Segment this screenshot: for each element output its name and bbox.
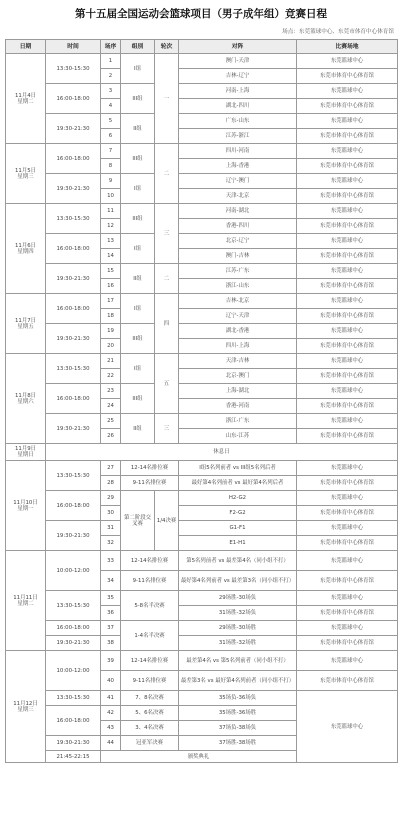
page-title: 第十五届全国运动会篮球项目（男子成年组）竞赛日程 — [75, 8, 327, 20]
group-cell: I组 — [121, 354, 155, 384]
venue: 东莞篮球中心 — [297, 591, 398, 606]
match-no: 28 — [101, 476, 121, 491]
match-no: 20 — [101, 339, 121, 354]
venue: 东莞篮球中心 — [297, 621, 398, 636]
venue: 东莞市体育中心体育馆 — [297, 636, 398, 651]
group-cell: I组 — [121, 294, 155, 324]
matchup: I组5名列前者 vs III组5名列后者 — [179, 461, 297, 476]
venue: 东莞篮球中心 — [297, 651, 398, 671]
matchup: 29场胜-30场负 — [179, 591, 297, 606]
group-cell: 9-11名排位赛 — [121, 571, 179, 591]
time-cell: 13:30-15:30 — [46, 54, 101, 84]
venue: 东莞市体育中心体育馆 — [297, 506, 398, 521]
time-cell: 13:30-15:30 — [46, 354, 101, 384]
matchup: G1-F1 — [179, 521, 297, 536]
header-time: 时间 — [46, 40, 101, 54]
header-matchup: 对阵 — [179, 40, 297, 54]
venue: 东莞篮球中心 — [297, 144, 398, 159]
match-no: 42 — [101, 706, 121, 721]
date-line: 11月8日 — [14, 392, 37, 399]
time-cell: 10:00-12:00 — [46, 651, 101, 691]
schedule-table — [5, 39, 398, 763]
matchup: 上海-香港 — [179, 159, 297, 174]
time-cell: 13:30-15:30 — [46, 591, 101, 621]
round-cell: 三 — [155, 414, 179, 444]
group-cell: I组 — [121, 234, 155, 264]
matchup: 河南-湖北 — [179, 204, 297, 219]
round-cell: 二 — [155, 264, 179, 294]
matchup: F2-G2 — [179, 506, 297, 521]
matchup: 河南-上海 — [179, 84, 297, 99]
matchup: 香港-四川 — [179, 219, 297, 234]
group-cell: III组 — [121, 204, 155, 234]
match-no: 36 — [101, 606, 121, 621]
match-no: 44 — [101, 736, 121, 751]
match-no: 38 — [101, 636, 121, 651]
group-cell: 冠亚军决赛 — [121, 736, 179, 751]
venue: 东莞篮球中心 — [297, 54, 398, 69]
venue: 东莞篮球中心 — [297, 461, 398, 476]
time-cell: 19:30-21:30 — [46, 324, 101, 354]
date-line: 11月4日 — [14, 92, 37, 99]
match-no: 24 — [101, 399, 121, 414]
date-line: 11月9日 — [14, 446, 37, 452]
venue: 东莞市体育中心体育馆 — [297, 309, 398, 324]
date-line: 星期三 — [17, 173, 34, 180]
match-no: 4 — [101, 99, 121, 114]
time-cell: 19:30-21:30 — [46, 636, 101, 651]
venue: 东莞市体育中心体育馆 — [297, 606, 398, 621]
match-no: 23 — [101, 384, 121, 399]
matchup: 天津-北京 — [179, 189, 297, 204]
venue: 东莞市体育中心体育馆 — [297, 99, 398, 114]
matchup: 北京-澳门 — [179, 369, 297, 384]
group-cell: 12-14名排位赛 — [121, 651, 179, 671]
time-cell: 16:00-18:00 — [46, 294, 101, 324]
award-ceremony: 颁奖典礼 — [101, 751, 297, 763]
matchup: 四川-河南 — [179, 144, 297, 159]
date-line: 星期五 — [17, 323, 34, 330]
matchup: 浙江-山东 — [179, 279, 297, 294]
group-cell: 9-11名排位赛 — [121, 671, 179, 691]
time-cell: 19:30-21:30 — [46, 114, 101, 144]
date-cell — [6, 651, 46, 763]
venue: 东莞市体育中心体育馆 — [297, 279, 398, 294]
date-cell — [6, 204, 46, 294]
matchup: 辽宁-澳门 — [179, 174, 297, 189]
round-cell: 三 — [155, 204, 179, 264]
venue: 东莞市体育中心体育馆 — [297, 129, 398, 144]
time-cell: 16:00-18:00 — [46, 384, 101, 414]
matchup: 35场负-36场负 — [179, 691, 297, 706]
group-cell: III组 — [121, 84, 155, 114]
matchup: 浙江-广东 — [179, 414, 297, 429]
match-no: 34 — [101, 571, 121, 591]
date-line: 星期一 — [17, 505, 34, 512]
matchup: 澳门-天津 — [179, 54, 297, 69]
match-no: 8 — [101, 159, 121, 174]
matchup: 最好第4名列前者 vs 最好第4名列后者 — [179, 476, 297, 491]
match-no: 11 — [101, 204, 121, 219]
date-cell — [6, 144, 46, 204]
date-line: 星期四 — [17, 248, 34, 255]
match-no: 14 — [101, 249, 121, 264]
group-cell: II组 — [121, 414, 155, 444]
venue: 东莞市体育中心体育馆 — [297, 219, 398, 234]
match-no: 33 — [101, 551, 121, 571]
venue: 东莞市体育中心体育馆 — [297, 476, 398, 491]
group-cell: 3、4名决赛 — [121, 721, 179, 736]
venue: 东莞篮球中心 — [297, 204, 398, 219]
match-no: 9 — [101, 174, 121, 189]
match-no: 13 — [101, 234, 121, 249]
header-venue: 比赛场地 — [297, 40, 398, 54]
matchup: 澳门-吉林 — [179, 249, 297, 264]
time-cell: 16:00-18:00 — [46, 144, 101, 174]
match-no: 31 — [101, 521, 121, 536]
venue: 东莞篮球中心 — [297, 84, 398, 99]
group-cell: III组 — [121, 324, 155, 354]
venue: 东莞市体育中心体育馆 — [297, 671, 398, 691]
venue: 东莞市体育中心体育馆 — [297, 339, 398, 354]
date-line: 星期六 — [17, 398, 34, 405]
venue: 东莞市体育中心体育馆 — [297, 189, 398, 204]
venue: 东莞篮球中心 — [297, 551, 398, 571]
matchup: 吉林-辽宁 — [179, 69, 297, 84]
group-cell: 1-4名半决赛 — [121, 621, 179, 651]
match-no: 41 — [101, 691, 121, 706]
time-cell: 13:30-15:30 — [46, 461, 101, 491]
matchup: 29场胜-30场胜 — [179, 621, 297, 636]
matchup: 广东-山东 — [179, 114, 297, 129]
matchup: 31场胜-32场胜 — [179, 636, 297, 651]
date-line: 11月6日 — [14, 242, 37, 249]
group-cell: 5-8名半决赛 — [121, 591, 179, 621]
round-cell: 一 — [155, 54, 179, 144]
matchup: 31场胜-32场负 — [179, 606, 297, 621]
match-no: 15 — [101, 264, 121, 279]
time-cell: 19:30-21:30 — [46, 264, 101, 294]
header-date: 日期 — [6, 40, 46, 54]
matchup: 江苏-广东 — [179, 264, 297, 279]
match-no: 39 — [101, 651, 121, 671]
matchup: 最好第4名列前者 vs 最差第3名（同小组不打） — [179, 571, 297, 591]
rest-day: 休息日 — [46, 444, 398, 461]
round-cell: 二 — [155, 144, 179, 204]
venue: 东莞篮球中心 — [297, 691, 398, 763]
header-match-no: 场序 — [101, 40, 121, 54]
date-cell — [6, 354, 46, 444]
match-no: 27 — [101, 461, 121, 476]
group-cell: III组 — [121, 144, 155, 174]
date-line: 星期日 — [17, 452, 34, 458]
matchup: 江苏-浙江 — [179, 129, 297, 144]
time-cell: 16:00-18:00 — [46, 621, 101, 636]
date-cell — [6, 54, 46, 144]
time-cell: 19:30-21:30 — [46, 521, 101, 551]
matchup: 37场负-38场负 — [179, 721, 297, 736]
date-cell — [6, 294, 46, 354]
match-no: 25 — [101, 414, 121, 429]
match-no: 26 — [101, 429, 121, 444]
match-no: 21 — [101, 354, 121, 369]
date-cell — [6, 551, 46, 651]
venue: 东莞篮球中心 — [297, 354, 398, 369]
matchup: 四川-上海 — [179, 339, 297, 354]
venue: 东莞篮球中心 — [297, 114, 398, 129]
match-no: 19 — [101, 324, 121, 339]
venue: 东莞篮球中心 — [297, 384, 398, 399]
date-line: 星期二 — [17, 98, 34, 105]
matchup: 北京-辽宁 — [179, 234, 297, 249]
venue: 东莞市体育中心体育馆 — [297, 69, 398, 84]
venue: 东莞篮球中心 — [297, 521, 398, 536]
match-no: 7 — [101, 144, 121, 159]
time-cell: 10:00-12:00 — [46, 551, 101, 591]
group-cell: 5、6名决赛 — [121, 706, 179, 721]
group-cell: 7、8名决赛 — [121, 691, 179, 706]
time-cell: 16:00-18:00 — [46, 491, 101, 521]
round-cell: 1/4决赛 — [155, 491, 179, 551]
matchup: 天津-吉林 — [179, 354, 297, 369]
match-no: 22 — [101, 369, 121, 384]
venue: 东莞篮球中心 — [297, 414, 398, 429]
venue: 东莞市体育中心体育馆 — [297, 429, 398, 444]
match-no: 30 — [101, 506, 121, 521]
match-no: 43 — [101, 721, 121, 736]
date-cell — [6, 444, 46, 461]
match-no: 1 — [101, 54, 121, 69]
matchup: 最差第4名 vs 第5名列前者（同小组不打） — [179, 651, 297, 671]
venue: 东莞市体育中心体育馆 — [297, 536, 398, 551]
match-no: 18 — [101, 309, 121, 324]
match-no: 10 — [101, 189, 121, 204]
match-no: 6 — [101, 129, 121, 144]
match-no: 12 — [101, 219, 121, 234]
group-cell: 12-14名排位赛 — [121, 461, 179, 476]
group-cell: II组 — [121, 114, 155, 144]
match-no: 40 — [101, 671, 121, 691]
date-line: 11月7日 — [14, 317, 37, 324]
venue: 东莞市体育中心体育馆 — [297, 399, 398, 414]
header-round: 轮次 — [155, 40, 179, 54]
time-cell: 21:45-22:15 — [46, 751, 101, 763]
match-no: 37 — [101, 621, 121, 636]
date-line: 11月5日 — [14, 167, 37, 174]
matchup: 37场胜-38场胜 — [179, 736, 297, 751]
time-cell: 13:30-15:30 — [46, 204, 101, 234]
group-cell: III组 — [121, 384, 155, 414]
group-cell: 12-14名排位赛 — [121, 551, 179, 571]
round-cell: 四 — [155, 294, 179, 354]
match-no: 2 — [101, 69, 121, 84]
matchup: H2-G2 — [179, 491, 297, 506]
matchup: 吉林-北京 — [179, 294, 297, 309]
venue: 东莞市体育中心体育馆 — [297, 369, 398, 384]
venue: 东莞篮球中心 — [297, 264, 398, 279]
matchup: 最差第3名 vs 最好第4名列前者（同小组不打） — [179, 671, 297, 691]
group-cell: 9-11名排位赛 — [121, 476, 179, 491]
matchup: 35场胜-36场胜 — [179, 706, 297, 721]
time-cell: 16:00-18:00 — [46, 706, 101, 736]
time-cell: 19:30-21:30 — [46, 736, 101, 751]
group-cell: II组 — [121, 264, 155, 294]
match-no: 32 — [101, 536, 121, 551]
time-cell: 19:30-21:30 — [46, 174, 101, 204]
venue-note: 场点：东莞篮球中心、东莞市体育中心体育馆 — [282, 29, 394, 35]
matchup: 湖北-香港 — [179, 324, 297, 339]
matchup: 上海-湖北 — [179, 384, 297, 399]
group-cell: I组 — [121, 174, 155, 204]
match-no: 29 — [101, 491, 121, 506]
round-cell: 五 — [155, 354, 179, 414]
venue: 东莞市体育中心体育馆 — [297, 571, 398, 591]
matchup: 第5名列前者 vs 最差第4名（同小组不打） — [179, 551, 297, 571]
match-no: 35 — [101, 591, 121, 606]
matchup: 香港-河南 — [179, 399, 297, 414]
match-no: 3 — [101, 84, 121, 99]
group-cell: 第二阶段交叉赛 — [121, 491, 155, 551]
venue: 东莞市体育中心体育馆 — [297, 159, 398, 174]
matchup: E1-H1 — [179, 536, 297, 551]
time-cell: 16:00-18:00 — [46, 84, 101, 114]
matchup: 湖北-四川 — [179, 99, 297, 114]
venue: 东莞篮球中心 — [297, 174, 398, 189]
time-cell: 16:00-18:00 — [46, 234, 101, 264]
venue: 东莞篮球中心 — [297, 491, 398, 506]
date-line: 11月11日 — [13, 594, 38, 601]
time-cell: 19:30-21:30 — [46, 414, 101, 444]
time-cell: 13:30-15:30 — [46, 691, 101, 706]
venue: 东莞篮球中心 — [297, 294, 398, 309]
date-cell — [6, 461, 46, 551]
match-no: 16 — [101, 279, 121, 294]
date-line: 星期二 — [17, 600, 34, 607]
date-line: 11月12日 — [13, 700, 38, 707]
venue: 东莞市体育中心体育馆 — [297, 249, 398, 264]
matchup: 辽宁-天津 — [179, 309, 297, 324]
match-no: 5 — [101, 114, 121, 129]
venue: 东莞篮球中心 — [297, 234, 398, 249]
match-no: 17 — [101, 294, 121, 309]
date-line: 星期三 — [17, 706, 34, 713]
header-group: 组别 — [121, 40, 155, 54]
venue: 东莞篮球中心 — [297, 324, 398, 339]
date-line: 11月10日 — [13, 499, 38, 506]
group-cell: I组 — [121, 54, 155, 84]
matchup: 山东-江苏 — [179, 429, 297, 444]
